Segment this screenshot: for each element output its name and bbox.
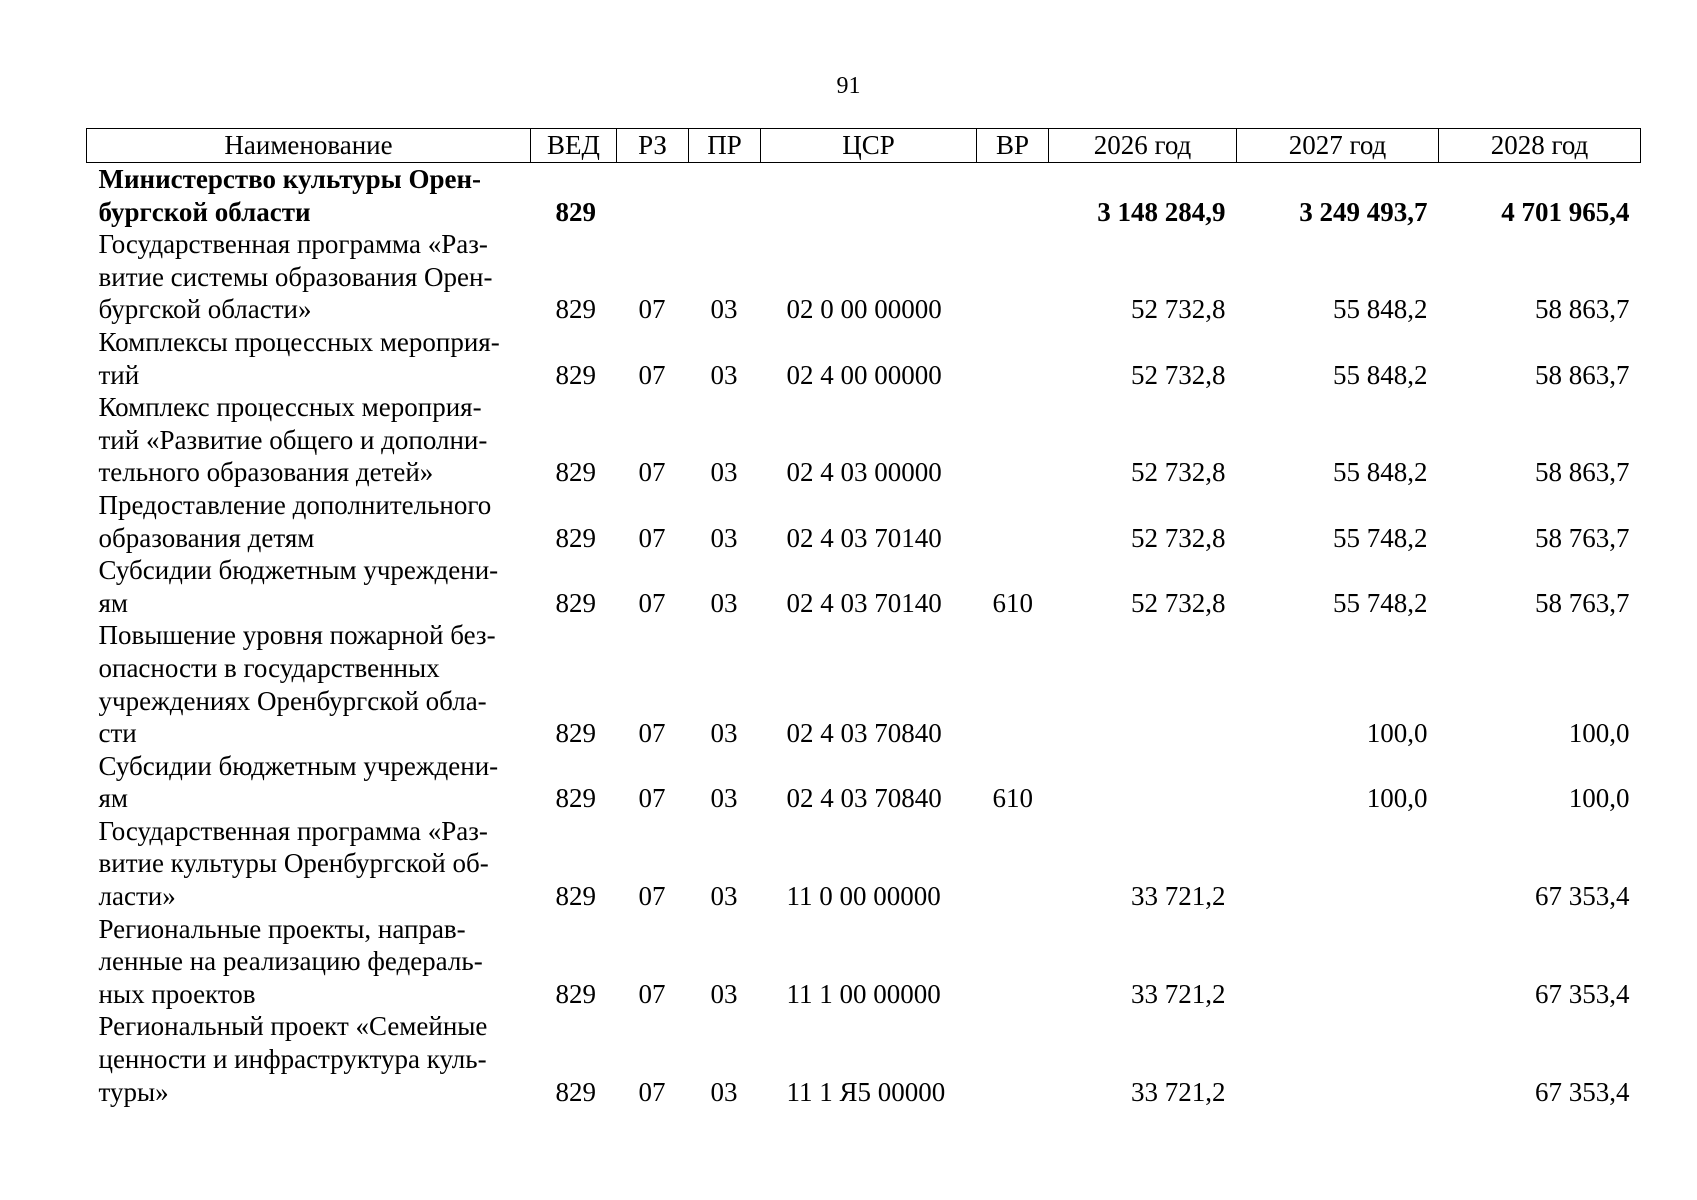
col-header-ved: ВЕД [531, 129, 617, 163]
cell-2027: 100,0 [1366, 783, 1428, 814]
cell-2026: 52 732,8 [1131, 522, 1226, 553]
cell-rz [617, 163, 689, 229]
cell-rz: 07 [638, 881, 666, 912]
cell-pr: 03 [710, 783, 738, 814]
cell-rz: 07 [638, 587, 666, 618]
row-name-text: Субсидии бюджетным учреждени- ям [98, 750, 499, 814]
cell-2026: 33 721,2 [1131, 881, 1226, 912]
cell-name [87, 391, 531, 489]
cell-pr: 03 [710, 522, 738, 553]
cell-2027: 55 848,2 [1333, 294, 1428, 325]
cell-2027 [1237, 1010, 1439, 1108]
cell-ved: 829 [555, 359, 596, 390]
table-row [87, 391, 1641, 489]
cell-name [87, 913, 531, 1011]
cell-2028: 100,0 [1568, 783, 1630, 814]
cell-2028: 67 353,4 [1535, 978, 1630, 1009]
cell-name [87, 619, 531, 749]
row-name-text: Повышение уровня пожарной без- опасности в государственных учреждениях Оренбургской обла- сти [98, 620, 496, 749]
table-row [87, 1010, 1641, 1108]
cell-ved: 829 [555, 587, 596, 618]
cell-vr [977, 489, 1049, 554]
row-name-text: Комплекс процессных мероприя- тий «Развитие общего и дополни- тельного образования детей» [98, 392, 488, 488]
cell-vr [977, 391, 1049, 489]
cell-name [87, 750, 531, 815]
cell-vr [977, 1010, 1049, 1108]
cell-2027: 55 848,2 [1333, 457, 1428, 488]
cell-pr: 03 [710, 457, 738, 488]
cell-vr [977, 163, 1049, 229]
cell-ved: 829 [555, 294, 596, 325]
cell-vr [977, 619, 1049, 749]
cell-ved: 829 [555, 978, 596, 1009]
col-header-name: Наименование [87, 129, 531, 163]
cell-csr: 02 4 03 70140 [786, 587, 942, 618]
cell-name [87, 489, 531, 554]
cell-name [87, 326, 531, 391]
cell-2027 [1237, 913, 1439, 1011]
cell-pr: 03 [710, 294, 738, 325]
cell-csr: 02 4 00 00000 [786, 359, 942, 390]
cell-rz: 07 [638, 457, 666, 488]
cell-pr: 03 [710, 718, 738, 749]
cell-vr [977, 326, 1049, 391]
row-name-text: Региональные проекты, направ- ленные на реализацию федераль- ных проектов [98, 913, 483, 1009]
cell-vr: 610 [992, 783, 1033, 814]
row-name-text: Предоставление дополнительного образования детям [98, 489, 492, 553]
cell-ved: 829 [555, 196, 596, 227]
cell-csr [761, 163, 977, 229]
cell-pr: 03 [710, 1076, 738, 1107]
row-name-text: Комплексы процессных мероприя- тий [98, 326, 500, 390]
cell-2028: 58 763,7 [1535, 522, 1630, 553]
cell-2026: 52 732,8 [1131, 587, 1226, 618]
table-row [87, 619, 1641, 749]
table-row [87, 913, 1641, 1011]
cell-ved: 829 [555, 783, 596, 814]
cell-2026 [1049, 619, 1237, 749]
table-row [87, 815, 1641, 913]
cell-2026: 52 732,8 [1131, 294, 1226, 325]
cell-vr [977, 913, 1049, 1011]
row-name-text: Региональный проект «Семейные ценности и инфраструктура куль- туры» [98, 1011, 488, 1107]
cell-2026: 33 721,2 [1131, 978, 1226, 1009]
cell-pr: 03 [710, 978, 738, 1009]
cell-ved: 829 [555, 718, 596, 749]
cell-2027: 100,0 [1366, 718, 1428, 749]
cell-csr: 02 4 03 70140 [786, 522, 942, 553]
cell-rz: 07 [638, 522, 666, 553]
cell-ved: 829 [555, 457, 596, 488]
cell-vr [977, 815, 1049, 913]
cell-2027: 55 748,2 [1333, 587, 1428, 618]
table-body [87, 163, 1641, 1109]
cell-csr: 11 1 00 00000 [786, 978, 941, 1009]
cell-rz: 07 [638, 718, 666, 749]
cell-2026: 3 148 284,9 [1097, 196, 1226, 227]
table-row [87, 554, 1641, 619]
row-name-text: Государственная программа «Раз- витие системы образования Орен- бургской области» [98, 229, 493, 325]
cell-2026: 52 732,8 [1131, 359, 1226, 390]
col-header-2028: 2028 год [1439, 129, 1641, 163]
col-header-csr: ЦСР [761, 129, 977, 163]
col-header-pr: ПР [689, 129, 761, 163]
cell-rz: 07 [638, 978, 666, 1009]
cell-2028: 58 863,7 [1535, 359, 1630, 390]
cell-csr: 02 4 03 00000 [786, 457, 942, 488]
cell-pr: 03 [710, 359, 738, 390]
cell-2027: 3 249 493,7 [1299, 196, 1428, 227]
cell-2026: 52 732,8 [1131, 457, 1226, 488]
cell-2028: 4 701 965,4 [1501, 196, 1630, 227]
page-number: 91 [836, 73, 861, 99]
row-name-text: Субсидии бюджетным учреждени- ям [98, 555, 499, 618]
table-row [87, 750, 1641, 815]
cell-ved: 829 [555, 881, 596, 912]
cell-2028: 67 353,4 [1535, 881, 1630, 912]
cell-rz: 07 [638, 359, 666, 390]
row-name-text: Государственная программа «Раз- витие культуры Оренбургской об- ласти» [98, 815, 489, 912]
cell-rz: 07 [638, 783, 666, 814]
cell-csr: 11 0 00 00000 [786, 881, 941, 912]
cell-vr [977, 228, 1049, 326]
row-name-text: Министерство культуры Орен- бургской области [98, 164, 481, 227]
table-header-row [87, 129, 1641, 163]
col-header-2027: 2027 год [1237, 129, 1439, 163]
cell-name [87, 163, 531, 229]
col-header-vr: ВР [977, 129, 1049, 163]
cell-2026: 33 721,2 [1131, 1076, 1226, 1107]
col-header-rz: РЗ [617, 129, 689, 163]
cell-name [87, 1010, 531, 1108]
cell-ved: 829 [555, 522, 596, 553]
table-row [87, 326, 1641, 391]
col-header-2026: 2026 год [1049, 129, 1237, 163]
table-row [87, 228, 1641, 326]
cell-csr: 02 4 03 70840 [786, 783, 942, 814]
cell-csr: 11 1 Я5 00000 [786, 1076, 946, 1107]
cell-2027: 55 748,2 [1333, 522, 1428, 553]
cell-pr: 03 [710, 587, 738, 618]
cell-2027 [1237, 815, 1439, 913]
table-row [87, 489, 1641, 554]
cell-name [87, 815, 531, 913]
cell-2028: 100,0 [1568, 718, 1630, 749]
cell-2028: 67 353,4 [1535, 1076, 1630, 1107]
cell-2028: 58 863,7 [1535, 457, 1630, 488]
cell-vr: 610 [992, 587, 1033, 618]
cell-2027: 55 848,2 [1333, 359, 1428, 390]
cell-rz: 07 [638, 1076, 666, 1107]
budget-table [86, 128, 1641, 1108]
cell-pr [689, 163, 761, 229]
cell-ved: 829 [555, 1076, 596, 1107]
cell-pr: 03 [710, 881, 738, 912]
cell-rz: 07 [638, 294, 666, 325]
cell-csr: 02 0 00 00000 [786, 294, 942, 325]
table-row [87, 163, 1641, 229]
cell-name [87, 228, 531, 326]
cell-2028: 58 863,7 [1535, 294, 1630, 325]
cell-csr: 02 4 03 70840 [786, 718, 942, 749]
cell-2028: 58 763,7 [1535, 587, 1630, 618]
cell-2026 [1049, 750, 1237, 815]
cell-name [87, 554, 531, 619]
